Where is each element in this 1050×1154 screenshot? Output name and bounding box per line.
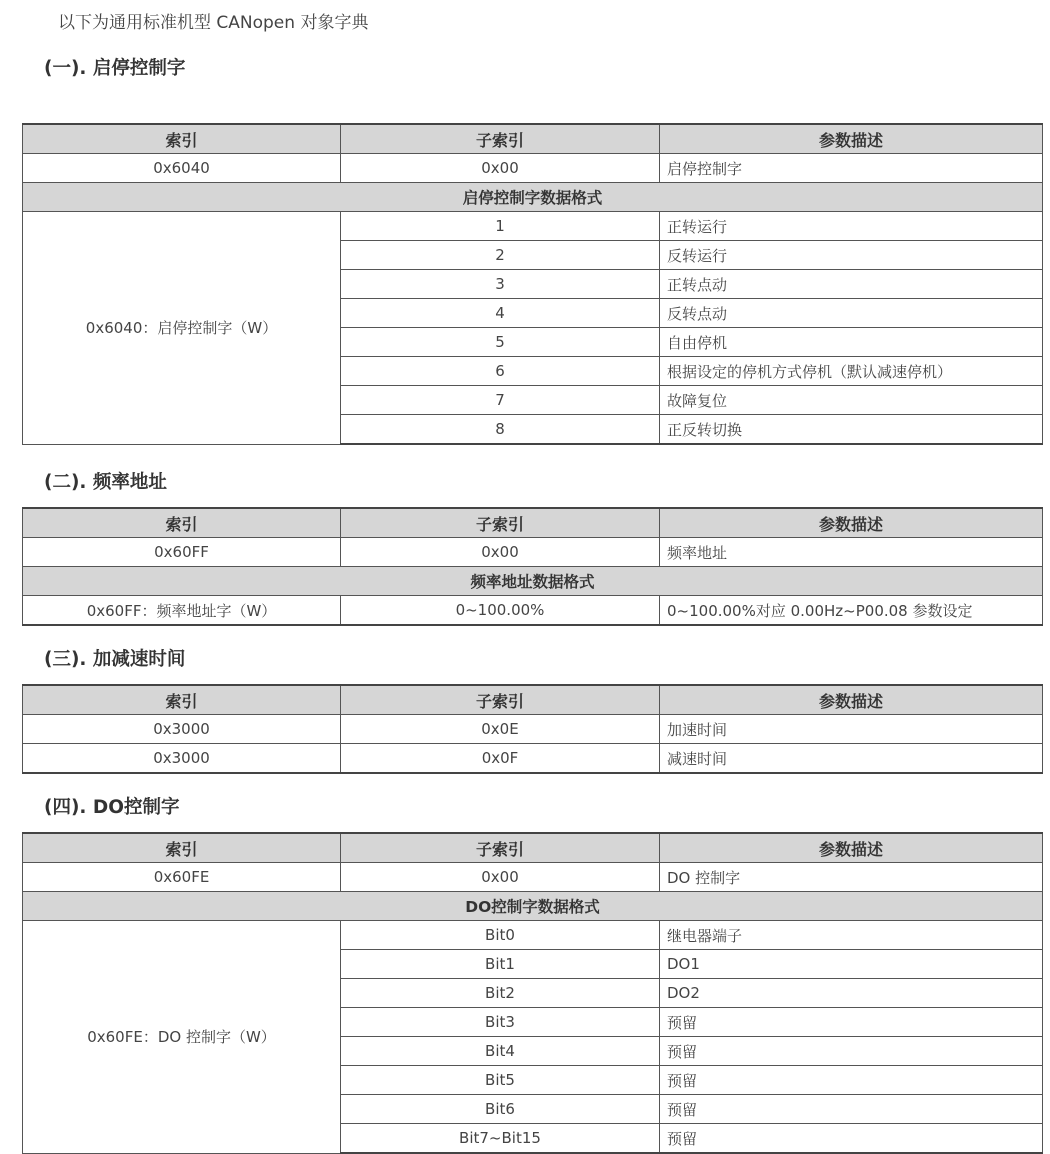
table-frequency (22, 507, 1043, 626)
format-header-row (23, 183, 1043, 212)
merged-object-cell: 0x60FE：DO 控制字（W） (23, 921, 341, 1154)
cell-meaning: 预留 (660, 1095, 1043, 1124)
format-label: 频率地址数据格式 (23, 567, 1043, 596)
header-index: 索引 (23, 124, 341, 154)
cell-object: 0x60FF：频率地址字（W） (23, 596, 341, 626)
cell-subindex: 0x0E (341, 715, 660, 744)
cell-value: 4 (341, 299, 660, 328)
cell-bit: Bit3 (341, 1008, 660, 1037)
header-subindex: 子索引 (341, 124, 660, 154)
header-index: 索引 (23, 685, 341, 715)
cell-value: 3 (341, 270, 660, 299)
format-header-row (23, 567, 1043, 596)
table-row (23, 744, 1043, 774)
table-row (23, 538, 1043, 567)
cell-meaning: 反转运行 (660, 241, 1043, 270)
cell-value: 5 (341, 328, 660, 357)
header-subindex: 子索引 (341, 508, 660, 538)
header-desc: 参数描述 (660, 508, 1043, 538)
cell-subindex: 0x00 (341, 538, 660, 567)
cell-index: 0x3000 (23, 715, 341, 744)
header-desc: 参数描述 (660, 833, 1043, 863)
table-start-stop (22, 123, 1043, 445)
table-header-row (23, 833, 1043, 863)
cell-bit: Bit2 (341, 979, 660, 1008)
table-header-row (23, 685, 1043, 715)
header-desc: 参数描述 (660, 685, 1043, 715)
cell-bit: Bit7~Bit15 (341, 1124, 660, 1154)
cell-value: 1 (341, 212, 660, 241)
cell-index: 0x60FF (23, 538, 341, 567)
cell-bit: Bit4 (341, 1037, 660, 1066)
cell-meaning: 正转点动 (660, 270, 1043, 299)
cell-subindex: 0x00 (341, 863, 660, 892)
cell-value: 2 (341, 241, 660, 270)
cell-value: 8 (341, 415, 660, 445)
cell-desc: 减速时间 (660, 744, 1043, 774)
cell-meaning: 正反转切换 (660, 415, 1043, 445)
cell-subindex: 0x00 (341, 154, 660, 183)
cell-meaning: 根据设定的停机方式停机（默认减速停机） (660, 357, 1043, 386)
table-row (23, 921, 1043, 950)
cell-meaning: 0~100.00%对应 0.00Hz~P00.08 参数设定 (660, 596, 1043, 626)
cell-desc: DO 控制字 (660, 863, 1043, 892)
table-row (23, 212, 1043, 241)
header-index: 索引 (23, 508, 341, 538)
table-row (23, 863, 1043, 892)
cell-bit: Bit1 (341, 950, 660, 979)
section-title-do-control: (四). DO控制字 (44, 797, 180, 818)
cell-subindex: 0x0F (341, 744, 660, 774)
cell-meaning: 故障复位 (660, 386, 1043, 415)
cell-range: 0~100.00% (341, 596, 660, 626)
intro-text: 以下为通用标准机型 CANopen 对象字典 (58, 13, 369, 33)
header-desc: 参数描述 (660, 124, 1043, 154)
table-row (23, 154, 1043, 183)
table-header-row (23, 508, 1043, 538)
cell-meaning: 预留 (660, 1124, 1043, 1154)
cell-meaning: 预留 (660, 1037, 1043, 1066)
cell-meaning: 继电器端子 (660, 921, 1043, 950)
section-title-accel-decel: (三). 加减速时间 (44, 649, 186, 670)
header-index: 索引 (23, 833, 341, 863)
cell-meaning: 预留 (660, 1066, 1043, 1095)
table-accel-decel (22, 684, 1043, 774)
cell-bit: Bit5 (341, 1066, 660, 1095)
cell-index: 0x6040 (23, 154, 341, 183)
table-row (23, 596, 1043, 626)
cell-meaning: 反转点动 (660, 299, 1043, 328)
cell-meaning: 正转运行 (660, 212, 1043, 241)
cell-desc: 频率地址 (660, 538, 1043, 567)
cell-meaning: 预留 (660, 1008, 1043, 1037)
cell-bit: Bit0 (341, 921, 660, 950)
table-row (23, 715, 1043, 744)
cell-meaning: 自由停机 (660, 328, 1043, 357)
section-title-frequency: (二). 频率地址 (44, 472, 167, 493)
cell-value: 7 (341, 386, 660, 415)
cell-index: 0x60FE (23, 863, 341, 892)
cell-value: 6 (341, 357, 660, 386)
cell-desc: 加速时间 (660, 715, 1043, 744)
format-label: DO控制字数据格式 (23, 892, 1043, 921)
header-subindex: 子索引 (341, 685, 660, 715)
cell-index: 0x3000 (23, 744, 341, 774)
cell-bit: Bit6 (341, 1095, 660, 1124)
section-title-start-stop: (一). 启停控制字 (44, 58, 186, 79)
cell-meaning: DO1 (660, 950, 1043, 979)
cell-meaning: DO2 (660, 979, 1043, 1008)
table-do-control (22, 832, 1043, 1154)
format-header-row (23, 892, 1043, 921)
header-subindex: 子索引 (341, 833, 660, 863)
cell-desc: 启停控制字 (660, 154, 1043, 183)
format-label: 启停控制字数据格式 (23, 183, 1043, 212)
merged-object-cell: 0x6040：启停控制字（W） (23, 212, 341, 445)
table-header-row (23, 124, 1043, 154)
